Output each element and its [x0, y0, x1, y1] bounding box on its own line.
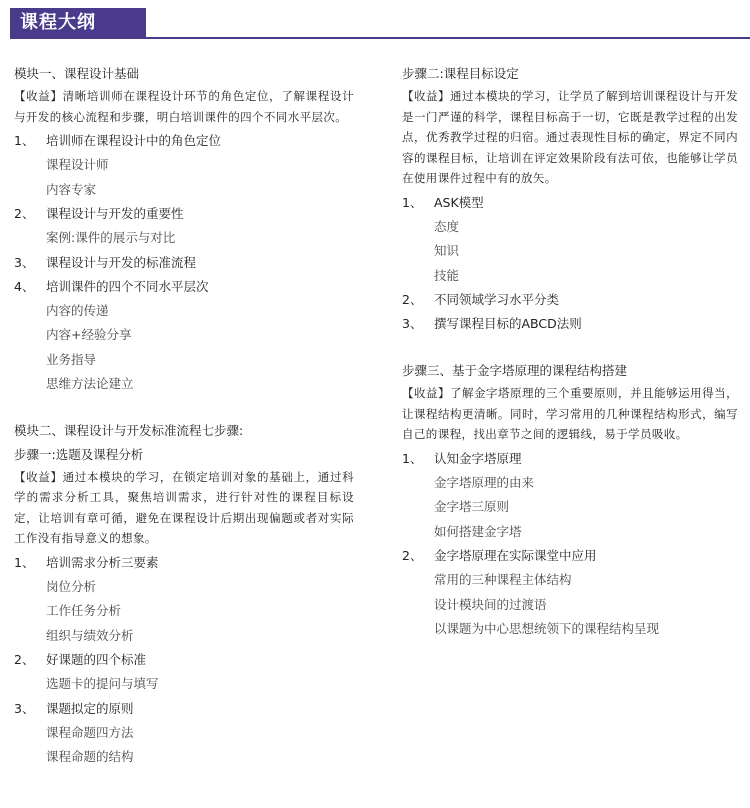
- step-heading: 步骤一:选题及课程分析: [14, 446, 144, 462]
- item-number: 1、: [14, 133, 35, 148]
- outline-list: [402, 191, 738, 337]
- sub-item: 内容+经验分享: [46, 327, 132, 342]
- list-item: [402, 544, 738, 568]
- item-number: 3、: [402, 316, 423, 331]
- sub-item: 技能: [434, 267, 460, 283]
- sub-item: 金字塔三原则: [434, 499, 510, 514]
- right-column: [402, 62, 738, 642]
- item-label: 好课题的四个标准: [46, 652, 147, 667]
- list-item: [14, 251, 354, 275]
- sub-item: 案例:课件的展示与对比: [46, 230, 176, 245]
- item-label: 培训师在课程设计中的角色定位: [46, 133, 222, 148]
- outline-list: [14, 551, 354, 770]
- list-item: [402, 288, 738, 312]
- benefit-text: 【收益】了解金字塔原理的三个重要原则，并且能够运用得当，让课程结构更清晰。同时，学习常用的几种课程结构形式，编写自己的课程，找出章节之间的逻辑线，易于学员吸收。: [402, 386, 738, 441]
- left-column: [14, 62, 354, 770]
- sub-item: 常用的三种课程主体结构: [434, 572, 572, 587]
- sub-item: 思维方法论建立: [46, 376, 134, 391]
- item-number: 2、: [402, 292, 423, 307]
- sub-item: 内容的传递: [46, 302, 109, 318]
- sub-item: 工作任务分析: [46, 603, 122, 618]
- item-label: 培训课件的四个不同水平层次: [46, 278, 209, 294]
- item-number: 3、: [14, 700, 35, 716]
- item-number: 4、: [14, 278, 35, 294]
- outline-list: [402, 447, 738, 642]
- list-item: [14, 648, 354, 672]
- item-number: 1、: [402, 194, 423, 210]
- item-number: 2、: [14, 652, 35, 667]
- list-item: [14, 551, 354, 575]
- step-heading: 步骤二:课程目标设定: [402, 66, 519, 81]
- step-heading: 步骤三、基于金字塔原理的课程结构搭建: [402, 363, 628, 378]
- sub-item: 课程命题四方法: [46, 724, 134, 740]
- list-item: [14, 202, 354, 226]
- item-label: 课程设计与开发的标准流程: [46, 254, 197, 270]
- list-item: [402, 312, 738, 336]
- item-label: ASK模型: [434, 194, 484, 210]
- item-label: 撰写课程目标的ABCD法则: [434, 316, 582, 331]
- module-heading: 模块一、课程设计基础: [14, 66, 140, 81]
- sub-item: 组织与绩效分析: [46, 627, 134, 643]
- list-item: [14, 129, 354, 153]
- item-label: 课程设计与开发的重要性: [46, 206, 184, 221]
- item-number: 3、: [14, 254, 35, 270]
- list-item: [14, 275, 354, 299]
- sub-item: 设计模块间的过渡语: [434, 596, 547, 612]
- sub-item: 内容专家: [46, 181, 97, 197]
- item-number: 1、: [402, 450, 423, 466]
- benefit-text: 【收益】通过本模块的学习，让学员了解到培训课程设计与开发是一门严谨的科学，课程目标高于一切，它既是教学过程的出发点，优秀教学过程的归宿。通过表现性目标的确定，界定不同内容的课程目标，让培训在评定效果阶段有法可依，也能够让学员在使用课件过程中有的放矢。: [402, 89, 738, 185]
- item-label: 课题拟定的原则: [46, 700, 134, 716]
- sub-item: 态度: [434, 218, 460, 234]
- item-label: 培训需求分析三要素: [46, 554, 159, 570]
- item-number: 2、: [402, 548, 423, 563]
- sub-item: 以课题为中心思想统领下的课程结构呈现: [434, 621, 660, 636]
- sub-item: 如何搭建金字塔: [434, 523, 522, 539]
- item-number: 1、: [14, 554, 35, 570]
- item-label: 金字塔原理在实际课堂中应用: [434, 548, 597, 563]
- sub-item: 选题卡的提问与填写: [46, 676, 159, 691]
- benefit-text: 【收益】清晰培训师在课程设计环节的角色定位，了解课程设计与开发的核心流程和步骤，明白培训课件的四个不同水平层次。: [14, 89, 354, 124]
- list-item: [14, 697, 354, 721]
- list-item: [402, 447, 738, 471]
- module-heading: 模块二、课程设计与开发标准流程七步骤:: [14, 422, 244, 438]
- page-title: 课程大纲: [10, 8, 146, 38]
- sub-item: 课程设计师: [46, 157, 109, 172]
- title-underline: [10, 37, 750, 39]
- list-item: [402, 191, 738, 215]
- outline-list: [14, 129, 354, 397]
- item-label: 不同领域学习水平分类: [434, 292, 560, 307]
- sub-item: 金字塔原理的由来: [434, 474, 535, 490]
- sub-item: 课程命题的结构: [46, 749, 134, 764]
- item-number: 2、: [14, 206, 35, 221]
- sub-item: 业务指导: [46, 351, 97, 367]
- sub-item: 岗位分析: [46, 578, 97, 594]
- item-label: 认知金字塔原理: [434, 450, 522, 466]
- benefit-text: 【收益】通过本模块的学习，在锁定培训对象的基础上，通过科学的需求分析工具，聚焦培训需求，进行针对性的课程目标设定，让培训有章可循，避免在课程设计后期出现偏题或者对实际工作没有指导意义的想象。: [14, 469, 354, 545]
- sub-item: 知识: [434, 243, 460, 258]
